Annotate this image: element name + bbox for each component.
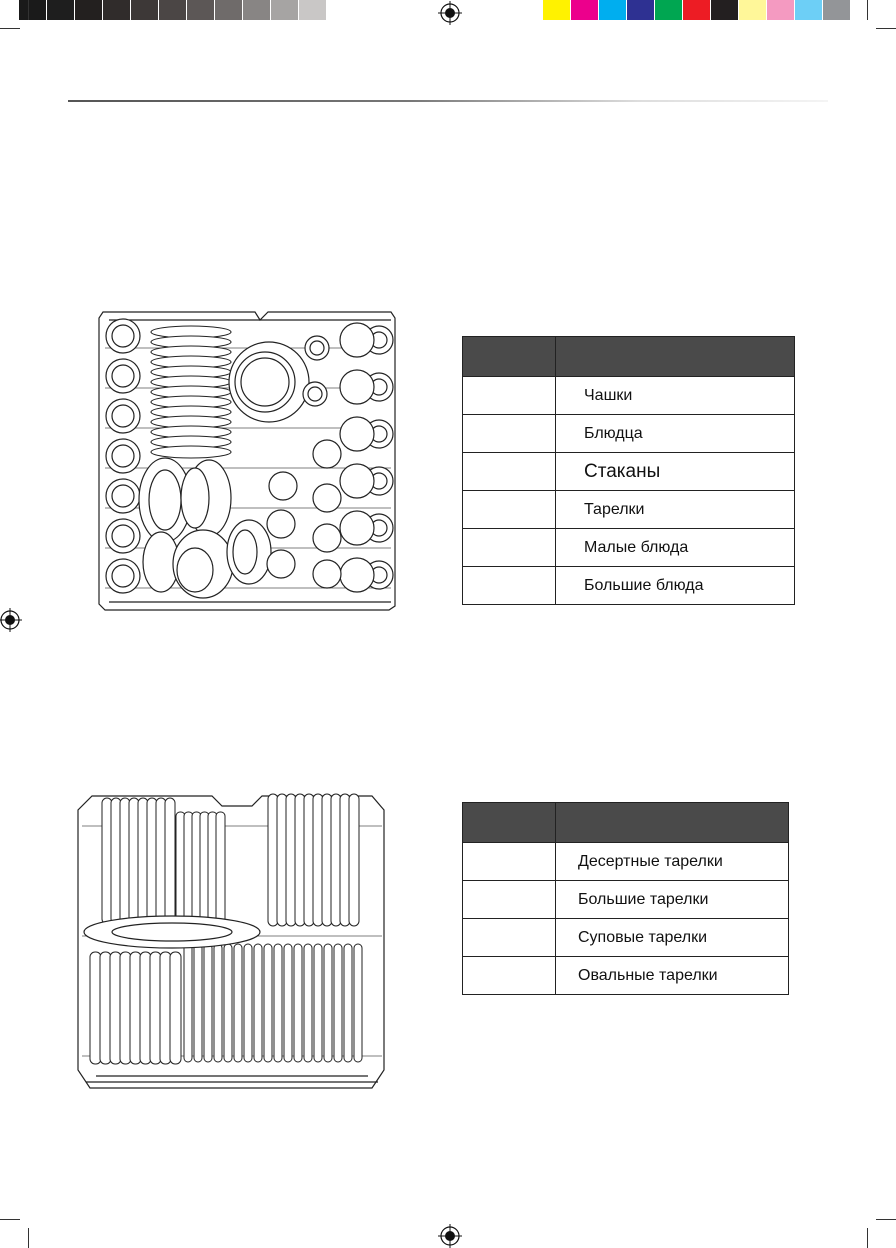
legend-number <box>463 529 556 567</box>
legend-header-label <box>556 337 795 377</box>
cup-illustration <box>112 565 134 587</box>
saucer-illustration <box>151 446 231 458</box>
color-swatch <box>683 0 711 20</box>
crop-mark <box>0 28 20 29</box>
crop-mark <box>876 1219 896 1220</box>
plate-illustration <box>120 952 131 1064</box>
cup-illustration <box>340 558 374 592</box>
plate-illustration <box>150 952 161 1064</box>
color-swatch <box>103 0 131 20</box>
cup-illustration <box>340 370 374 404</box>
plate-illustration <box>160 952 171 1064</box>
legend-row <box>463 491 795 529</box>
legend-number <box>463 567 556 605</box>
registration-mark-bottom <box>438 1224 462 1248</box>
registration-mark-top <box>438 1 462 25</box>
cup-illustration <box>112 325 134 347</box>
plate-illustration <box>90 952 101 1064</box>
plate-illustration <box>284 944 292 1062</box>
plate-illustration <box>314 944 322 1062</box>
crop-mark <box>867 0 868 20</box>
plate-illustration <box>140 952 151 1064</box>
header-rule <box>68 100 828 102</box>
plate-illustration <box>264 944 272 1062</box>
plate-illustration <box>214 944 222 1062</box>
legend-label: Суповые тарелки <box>556 919 789 957</box>
plate-illustration <box>165 798 175 924</box>
legend-number <box>463 453 556 491</box>
legend-label: Чашки <box>556 377 795 415</box>
legend-row <box>463 529 795 567</box>
plate-illustration <box>354 944 362 1062</box>
plate-illustration <box>204 944 212 1062</box>
color-swatch <box>243 0 271 20</box>
crop-mark <box>867 1228 868 1248</box>
color-swatch <box>215 0 243 20</box>
legend-number <box>463 415 556 453</box>
plate-illustration <box>224 944 232 1062</box>
cup-illustration <box>112 445 134 467</box>
legend-row <box>463 415 795 453</box>
legend-label: Десертные тарелки <box>556 843 789 881</box>
plate-illustration <box>344 944 352 1062</box>
plate-illustration <box>234 944 242 1062</box>
plate-illustration <box>194 944 202 1062</box>
color-swatch <box>75 0 103 20</box>
legend-row <box>463 957 789 995</box>
legend-label: Овальные тарелки <box>556 957 789 995</box>
color-swatch <box>627 0 655 20</box>
plate-illustration <box>110 952 121 1064</box>
plate-illustration <box>244 944 252 1062</box>
legend-row <box>463 843 789 881</box>
legend-header-number <box>463 803 556 843</box>
crop-mark <box>28 0 29 20</box>
cup-illustration <box>112 405 134 427</box>
legend-header <box>463 803 789 843</box>
lower-basket-illustration <box>72 786 390 1096</box>
crop-mark <box>0 1219 20 1220</box>
legend-label: Тарелки <box>556 491 795 529</box>
registration-mark-left <box>0 608 24 632</box>
color-swatch <box>599 0 627 20</box>
legend-header-label <box>556 803 789 843</box>
plate-illustration <box>100 952 111 1064</box>
legend-row <box>463 453 795 491</box>
color-swatch <box>795 0 823 20</box>
plate-illustration <box>170 952 181 1064</box>
upper-basket-legend <box>462 336 795 605</box>
lower-basket-legend <box>462 802 789 995</box>
plate-illustration <box>130 952 141 1064</box>
legend-label: Большие тарелки <box>556 881 789 919</box>
legend-number <box>463 491 556 529</box>
legend-label: Блюдца <box>556 415 795 453</box>
legend-header <box>463 337 795 377</box>
legend-row <box>463 881 789 919</box>
color-swatch <box>187 0 215 20</box>
color-swatch <box>159 0 187 20</box>
legend-label: Стаканы <box>556 453 795 491</box>
plate-illustration <box>184 944 192 1062</box>
color-swatch <box>655 0 683 20</box>
legend-number <box>463 843 556 881</box>
cup-illustration <box>112 525 134 547</box>
legend-number <box>463 881 556 919</box>
cup-illustration <box>112 365 134 387</box>
color-swatch <box>47 0 75 20</box>
grayscale-calibration-bar <box>19 0 355 22</box>
cup-illustration <box>340 417 374 451</box>
color-swatch <box>327 0 355 20</box>
crop-mark <box>28 1228 29 1248</box>
upper-basket-illustration <box>95 308 399 614</box>
plate-illustration <box>254 944 262 1062</box>
legend-number <box>463 919 556 957</box>
color-calibration-bar <box>543 0 851 22</box>
plate-illustration <box>294 944 302 1062</box>
legend-row <box>463 919 789 957</box>
color-swatch <box>19 0 47 20</box>
legend-row <box>463 567 795 605</box>
cup-illustration <box>340 464 374 498</box>
crop-mark <box>876 28 896 29</box>
cup-illustration <box>340 323 374 357</box>
color-swatch <box>543 0 571 20</box>
color-swatch <box>571 0 599 20</box>
plate-illustration <box>334 944 342 1062</box>
color-swatch <box>823 0 851 20</box>
plate-illustration <box>274 944 282 1062</box>
cup-illustration <box>340 511 374 545</box>
color-swatch <box>271 0 299 20</box>
legend-label: Большие блюда <box>556 567 795 605</box>
legend-number <box>463 377 556 415</box>
color-swatch <box>711 0 739 20</box>
plate-illustration <box>304 944 312 1062</box>
legend-number <box>463 957 556 995</box>
color-swatch <box>131 0 159 20</box>
plate-illustration <box>216 812 225 924</box>
color-swatch <box>767 0 795 20</box>
legend-row <box>463 377 795 415</box>
plate-illustration <box>349 794 359 926</box>
plate-illustration <box>324 944 332 1062</box>
cup-illustration <box>112 485 134 507</box>
legend-label: Малые блюда <box>556 529 795 567</box>
color-swatch <box>299 0 327 20</box>
color-swatch <box>739 0 767 20</box>
legend-header-number <box>463 337 556 377</box>
